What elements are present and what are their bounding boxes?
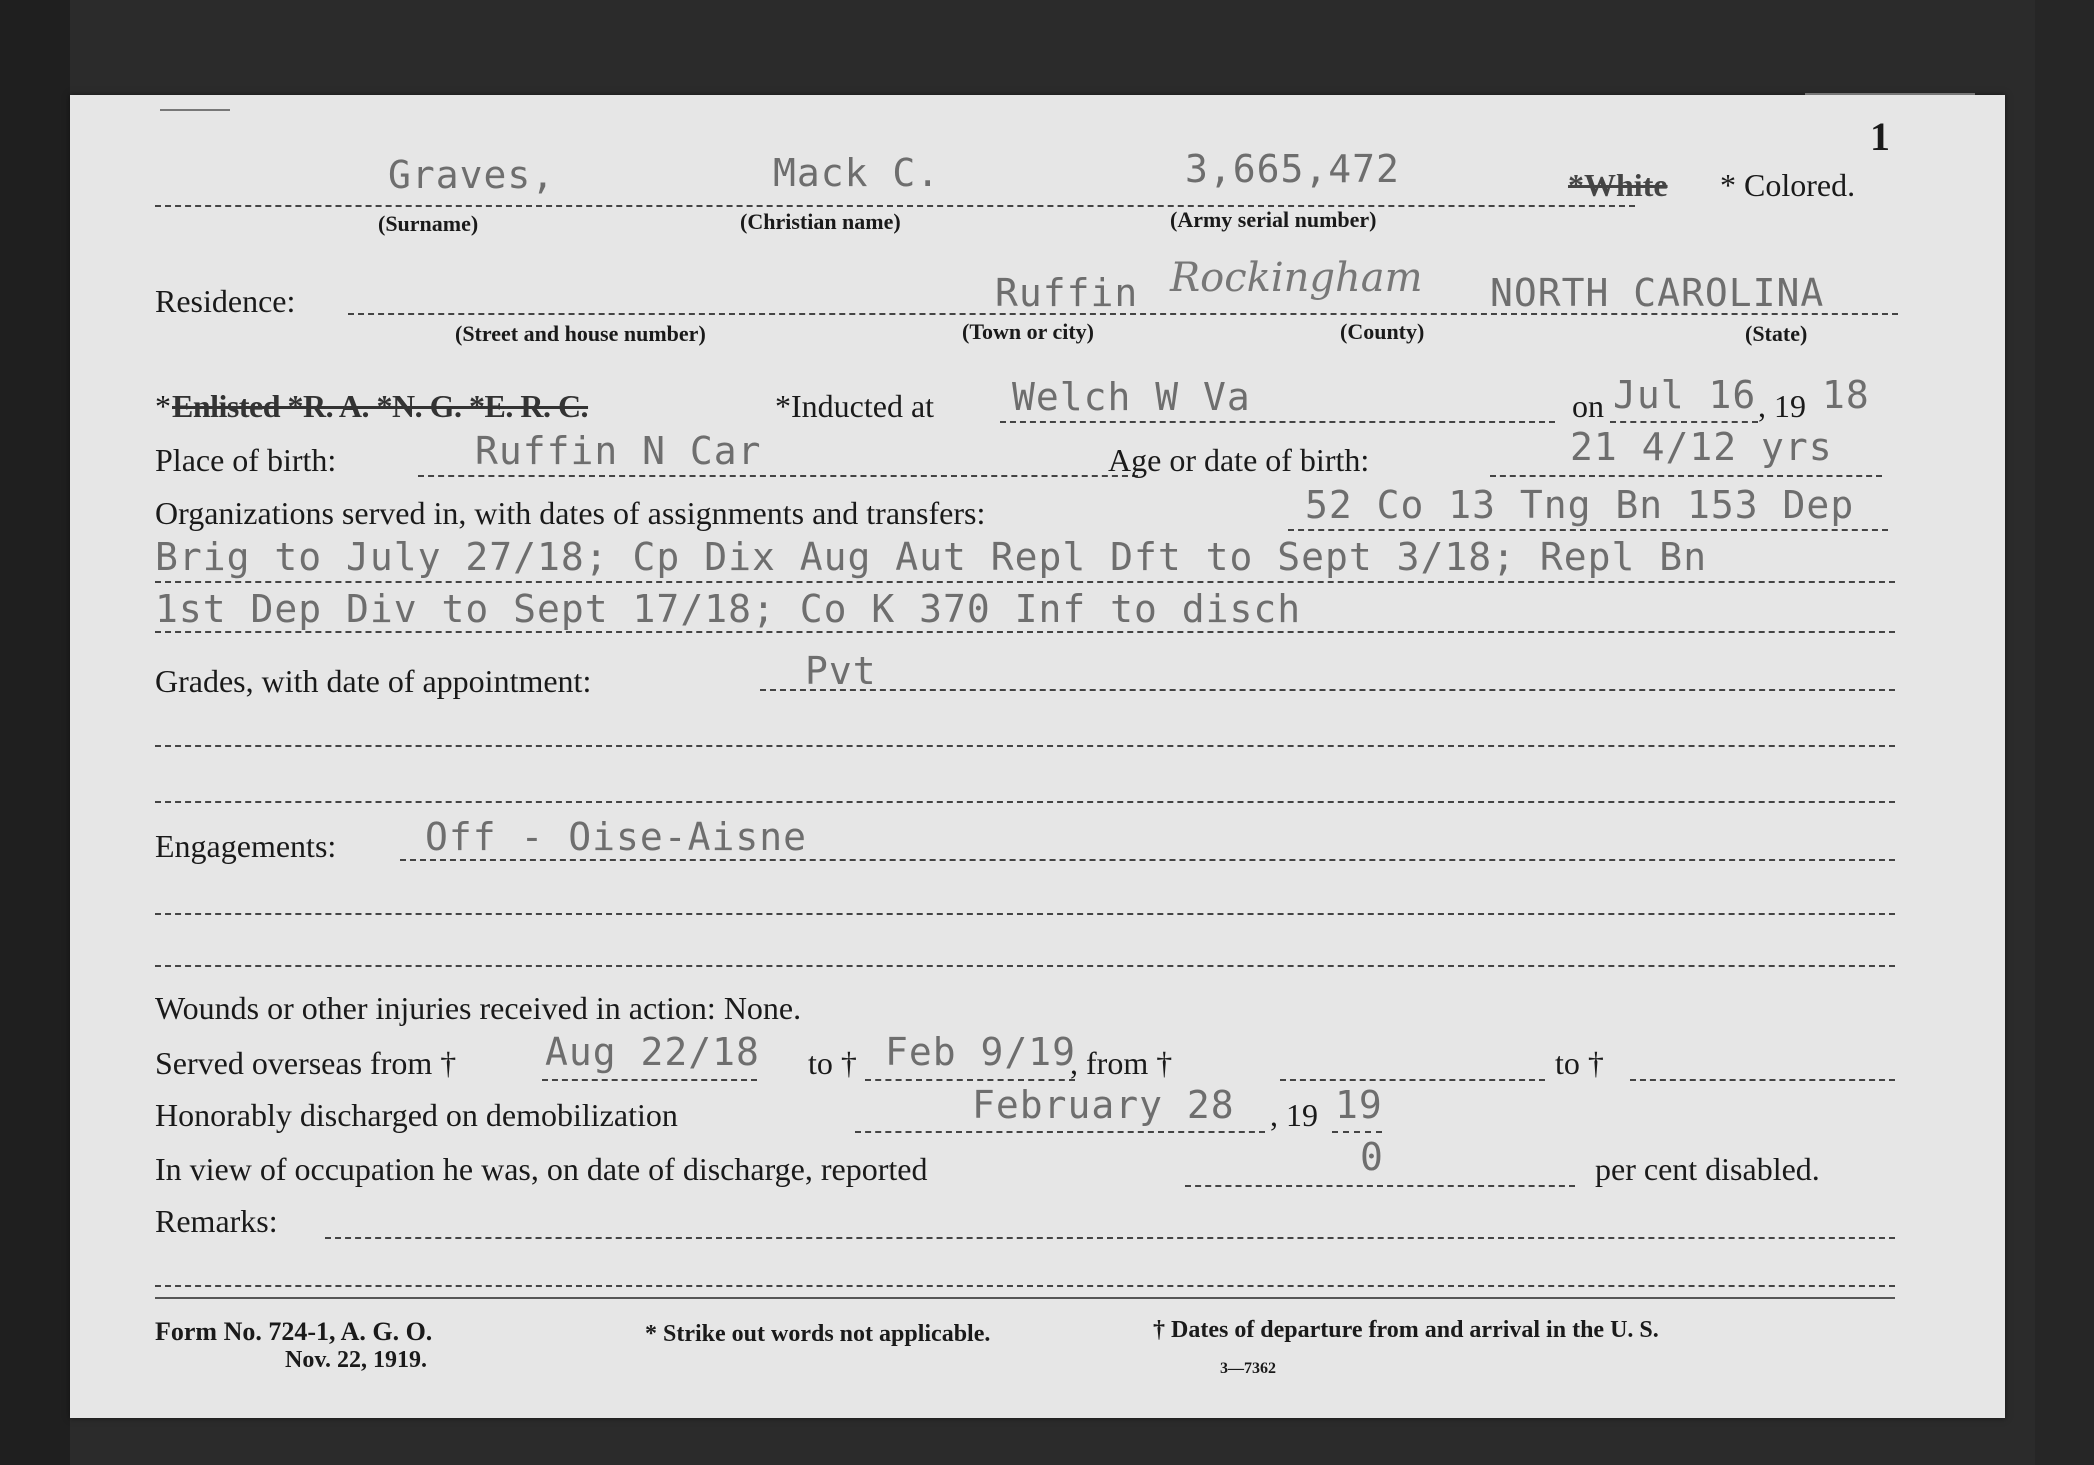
grades-line2 xyxy=(155,745,1895,747)
remarks-label: Remarks: xyxy=(155,1203,278,1239)
engagements-line1 xyxy=(400,859,1895,861)
residence-city-value: Ruffin xyxy=(995,271,1139,315)
to-label: to † xyxy=(808,1045,857,1081)
inducted-date-value: Jul 16 xyxy=(1613,373,1757,417)
age-line xyxy=(1490,475,1882,477)
wounds-label: Wounds or other injuries received in action: None. xyxy=(155,990,802,1026)
birthplace-label: Place of birth: xyxy=(155,442,337,478)
to-label-2: to † xyxy=(1555,1045,1604,1081)
remarks-line1 xyxy=(325,1237,1895,1239)
inducted-line xyxy=(1000,421,1555,423)
residence-state-value: NORTH CAROLINA xyxy=(1490,271,1825,315)
caption-christian: (Christian name) xyxy=(740,209,901,234)
age-value: 21 4/12 yrs xyxy=(1570,425,1833,469)
birthplace-line xyxy=(418,475,1138,477)
caption-county: (County) xyxy=(1340,319,1425,344)
overseas-to-value: Feb 9/19 xyxy=(885,1030,1077,1074)
disability-value: 0 xyxy=(1360,1135,1384,1179)
disability-label: In view of occupation he was, on date of discharge, reported xyxy=(155,1151,928,1187)
surname-value: Graves, xyxy=(388,153,556,197)
organizations-label: Organizations served in, with dates of assignments and transfers: xyxy=(155,495,986,531)
corner-mark xyxy=(160,109,230,111)
enlisted-prefix: * xyxy=(155,388,171,424)
overseas-from-value: Aug 22/18 xyxy=(545,1030,760,1074)
remarks-line2 xyxy=(155,1285,1895,1287)
discharge-date-value: February 28 xyxy=(972,1083,1235,1127)
inducted-date-line xyxy=(1610,421,1758,423)
page-number: 1 xyxy=(1870,114,1890,159)
engagements-line2 xyxy=(155,913,1895,915)
inducted-year-value: 18 xyxy=(1822,373,1870,417)
background-left xyxy=(0,0,70,1465)
grades-label: Grades, with date of appointment: xyxy=(155,663,592,699)
form-number: Form No. 724-1, A. G. O. xyxy=(155,1317,433,1346)
caption-state: (State) xyxy=(1745,321,1808,346)
form-date: Nov. 22, 1919. xyxy=(285,1347,428,1373)
footer-rule xyxy=(155,1297,1895,1299)
race-white: *White xyxy=(1568,167,1668,203)
discharge-year-line xyxy=(1332,1131,1382,1133)
year-prefix: , 19 xyxy=(1758,388,1806,424)
to-line-2 xyxy=(1630,1079,1895,1081)
print-code: 3—7362 xyxy=(1220,1360,1276,1377)
organizations-line2: Brig to July 27/18; Cp Dix Aug Aut Repl Dft to Sept 3/18; Repl Bn xyxy=(155,535,1708,579)
organizations-underline3 xyxy=(155,631,1895,633)
discharge-label: Honorably discharged on demobilization xyxy=(155,1097,678,1133)
organizations-line1: 52 Co 13 Tng Bn 153 Dep xyxy=(1305,483,1855,527)
overseas-from-line xyxy=(542,1079,757,1081)
organizations-line3: 1st Dep Div to Sept 17/18; Co K 370 Inf to disch xyxy=(155,587,1302,631)
grade-value: Pvt xyxy=(805,649,877,693)
service-record-card xyxy=(70,95,2005,1418)
engagement-value: Off - Oise-Aisne xyxy=(425,815,808,859)
engagements-line3 xyxy=(155,965,1895,967)
overseas-label: Served overseas from † xyxy=(155,1045,457,1081)
name-line xyxy=(155,205,1635,207)
grades-line3 xyxy=(155,801,1895,803)
organizations-underline2 xyxy=(155,581,1895,583)
footnote-strike: * Strike out words not applicable. xyxy=(645,1321,991,1347)
disability-suffix: per cent disabled. xyxy=(1595,1151,1820,1187)
grades-line1 xyxy=(760,689,1895,691)
inducted-at-value: Welch W Va xyxy=(1012,375,1251,419)
discharge-date-line xyxy=(855,1131,1265,1133)
birthplace-value: Ruffin N Car xyxy=(475,429,762,473)
residence-county-handwritten: Rockingham xyxy=(1170,255,1423,301)
organizations-underline1 xyxy=(1288,529,1888,531)
age-label: Age or date of birth: xyxy=(1108,442,1370,478)
footnote-dates: † Dates of departure from and arrival in the U. S. xyxy=(1153,1317,1659,1343)
discharge-year-prefix: , 19 xyxy=(1270,1097,1318,1133)
enlisted-struck: Enlisted *R. A. *N. G. *E. R. C. xyxy=(172,388,589,424)
inducted-label: *Inducted at xyxy=(775,388,935,424)
caption-town: (Town or city) xyxy=(962,319,1094,344)
race-colored: * Colored. xyxy=(1720,167,1856,203)
residence-label: Residence: xyxy=(155,283,296,319)
christian-name-value: Mack C. xyxy=(773,151,941,195)
overseas-to-line xyxy=(865,1079,1075,1081)
corner-mark-right xyxy=(1805,93,1975,95)
background-right xyxy=(2035,0,2094,1465)
serial-number-value: 3,665,472 xyxy=(1185,147,1400,191)
residence-line xyxy=(348,313,1898,315)
discharge-year-value: 19 xyxy=(1335,1083,1383,1127)
engagements-label: Engagements: xyxy=(155,828,337,864)
caption-serial: (Army serial number) xyxy=(1170,207,1377,232)
from-line-2 xyxy=(1280,1079,1545,1081)
caption-surname: (Surname) xyxy=(378,211,479,236)
on-label: on xyxy=(1572,388,1604,424)
disability-line xyxy=(1185,1185,1575,1187)
caption-street: (Street and house number) xyxy=(455,321,706,346)
from-label-2: , from † xyxy=(1070,1045,1173,1081)
